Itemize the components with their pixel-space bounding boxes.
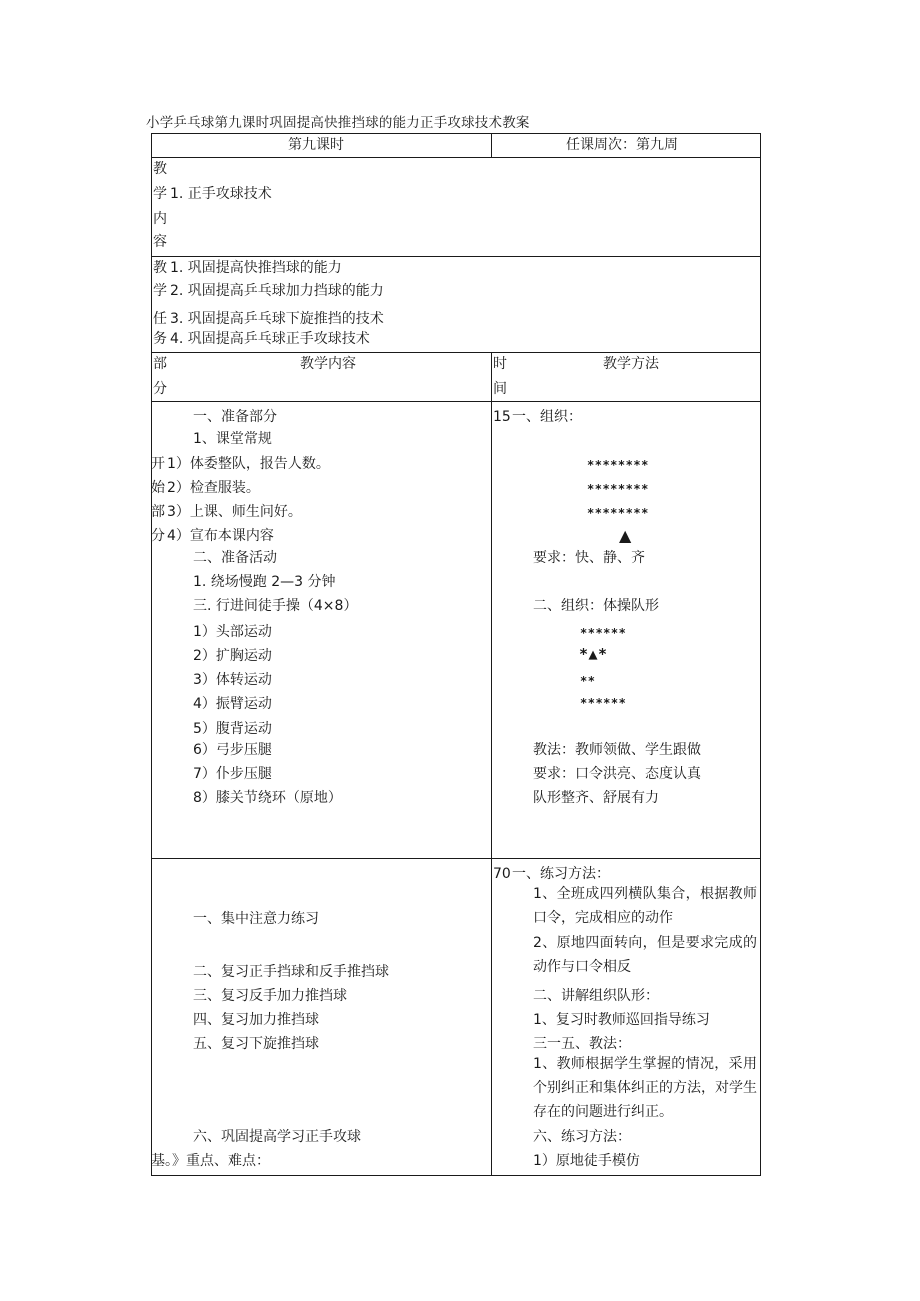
- table-column-divider: [491, 133, 492, 158]
- task-label-char: 学: [153, 283, 167, 299]
- column-time-bottom: 间: [493, 381, 507, 397]
- section1-line: 7）仆步压腿: [193, 766, 272, 782]
- column-content-header: 教学内容: [300, 356, 356, 372]
- section1-requirement-2: 要求：口令洪亮、态度认真: [533, 766, 701, 782]
- section2-method-line: 1）原地徒手模仿: [533, 1153, 640, 1169]
- table-row-line: [151, 157, 761, 158]
- table-column-divider: [491, 352, 492, 1176]
- section1-line: 2）扩胸运动: [193, 648, 272, 664]
- section2-method-line: 六、练习方法：: [533, 1129, 631, 1145]
- section2-line: 一、集中注意力练习: [193, 911, 319, 927]
- content-item: 1. 正手攻球技术: [170, 186, 272, 202]
- section1-line: 1. 绕场慢跑 2—3 分钟: [193, 574, 336, 590]
- section1-line: 3）上课、师生问好。: [167, 504, 302, 520]
- section1-part-char: 分: [151, 528, 165, 544]
- column-part-bottom: 分: [153, 381, 167, 397]
- section1-organize-2: 二、组织：体操队形: [533, 598, 659, 614]
- section1-time: 15: [493, 409, 511, 425]
- column-time-top: 时: [493, 356, 507, 372]
- table-row-line: [151, 858, 761, 859]
- formation-row: ********: [587, 482, 649, 496]
- section1-line: 一、准备部分: [193, 409, 277, 425]
- task-item: 2. 巩固提高乒乓球加力挡球的能力: [170, 283, 384, 299]
- section2-method-line: 1、全班成四列横队集合，根据教师口令，完成相应的动作: [533, 886, 757, 926]
- section1-requirement-3: 队形整齐、舒展有力: [533, 790, 659, 806]
- section2-line: 三、复习反手加力推挡球: [193, 988, 347, 1004]
- task-item: 3. 巩固提高乒乓球下旋推挡的技术: [170, 311, 384, 327]
- section1-line: 4）振臂运动: [193, 696, 272, 712]
- document-title: 小学乒乓球第九课时巩固提高快推挡球的能力正手攻球技术教案: [146, 115, 530, 131]
- task-label-char: 任: [153, 311, 167, 327]
- column-method-header: 教学方法: [603, 356, 659, 372]
- section2-method-line: 1、教师根据学生掌握的情况，采用个别纠正和集体纠正的方法，对学生存在的问题进行纠正。: [533, 1056, 757, 1120]
- table-border-top: [151, 133, 761, 134]
- formation-row: *▲*: [579, 645, 608, 663]
- table-row-line: [151, 256, 761, 257]
- content-label-char: 内: [153, 211, 167, 227]
- section1-line: 6）弓步压腿: [193, 742, 272, 758]
- section1-line: 2）检查服装。: [167, 480, 260, 496]
- formation-row: ******: [580, 696, 627, 710]
- section2-line: 四、复习加力推挡球: [193, 1012, 319, 1028]
- section2-line: 基。》重点、难点：: [151, 1153, 270, 1169]
- teacher-position-mark: ▲: [619, 526, 632, 545]
- section1-part-char: 开: [151, 456, 165, 472]
- table-border-bottom: [151, 1175, 761, 1176]
- section2-method-line: 一、练习方法：: [512, 866, 610, 882]
- section1-part-char: 部: [151, 504, 165, 520]
- section2-method-line: 2、原地四面转向，但是要求完成的动作与口令相反: [533, 935, 757, 975]
- section1-organize: 一、组织：: [512, 409, 582, 425]
- column-part-top: 部: [153, 356, 167, 372]
- section2-line: 二、复习正手挡球和反手推挡球: [193, 964, 389, 980]
- section2-method-line: 二、讲解组织队形：: [533, 988, 659, 1004]
- task-item: 4. 巩固提高乒乓球正手攻球技术: [170, 331, 370, 347]
- section1-line: 3）体转运动: [193, 672, 272, 688]
- section2-line: 五、复习下旋推挡球: [193, 1036, 319, 1052]
- lesson-number-cell: 第九课时: [288, 137, 344, 153]
- task-item: 1. 巩固提高快推挡球的能力: [170, 260, 342, 276]
- table-border-left: [151, 133, 152, 1176]
- section1-teaching-method: 教法：教师领做、学生跟做: [533, 742, 701, 758]
- section1-line: 8）膝关节绕环（原地）: [193, 790, 342, 806]
- section1-requirement: 要求：快、静、齐: [533, 550, 645, 566]
- section1-line: 三. 行进间徒手操（4×8）: [193, 598, 358, 614]
- table-row-line: [151, 401, 761, 402]
- formation-row: ******: [580, 626, 627, 640]
- task-label-char: 务: [153, 331, 167, 347]
- content-label-char: 教: [153, 161, 167, 177]
- section2-method-line: 1、复习时教师巡回指导练习: [533, 1012, 710, 1028]
- task-label-char: 教: [153, 260, 167, 276]
- section1-line: 二、准备活动: [193, 550, 277, 566]
- table-row-line: [151, 352, 761, 353]
- section1-line: 5）腹背运动: [193, 721, 272, 737]
- section1-line: 1）头部运动: [193, 624, 272, 640]
- section2-method-line: 三一五、教法：: [533, 1036, 631, 1052]
- section1-part-char: 始: [151, 480, 165, 496]
- content-label-char: 学: [153, 186, 167, 202]
- table-border-right: [760, 133, 761, 1176]
- formation-row: ********: [587, 506, 649, 520]
- content-label-char: 容: [153, 234, 167, 250]
- formation-row: **: [580, 674, 596, 688]
- section1-line: 1、课堂常规: [193, 431, 272, 447]
- section2-line: 六、巩固提高学习正手攻球: [193, 1129, 361, 1145]
- section2-time: 70: [493, 866, 511, 882]
- formation-row: ********: [587, 458, 649, 472]
- section1-line: 4）宣布本课内容: [167, 528, 274, 544]
- teaching-week-cell: 任课周次：第九周: [566, 137, 678, 153]
- section1-line: 1）体委整队，报告人数。: [167, 456, 330, 472]
